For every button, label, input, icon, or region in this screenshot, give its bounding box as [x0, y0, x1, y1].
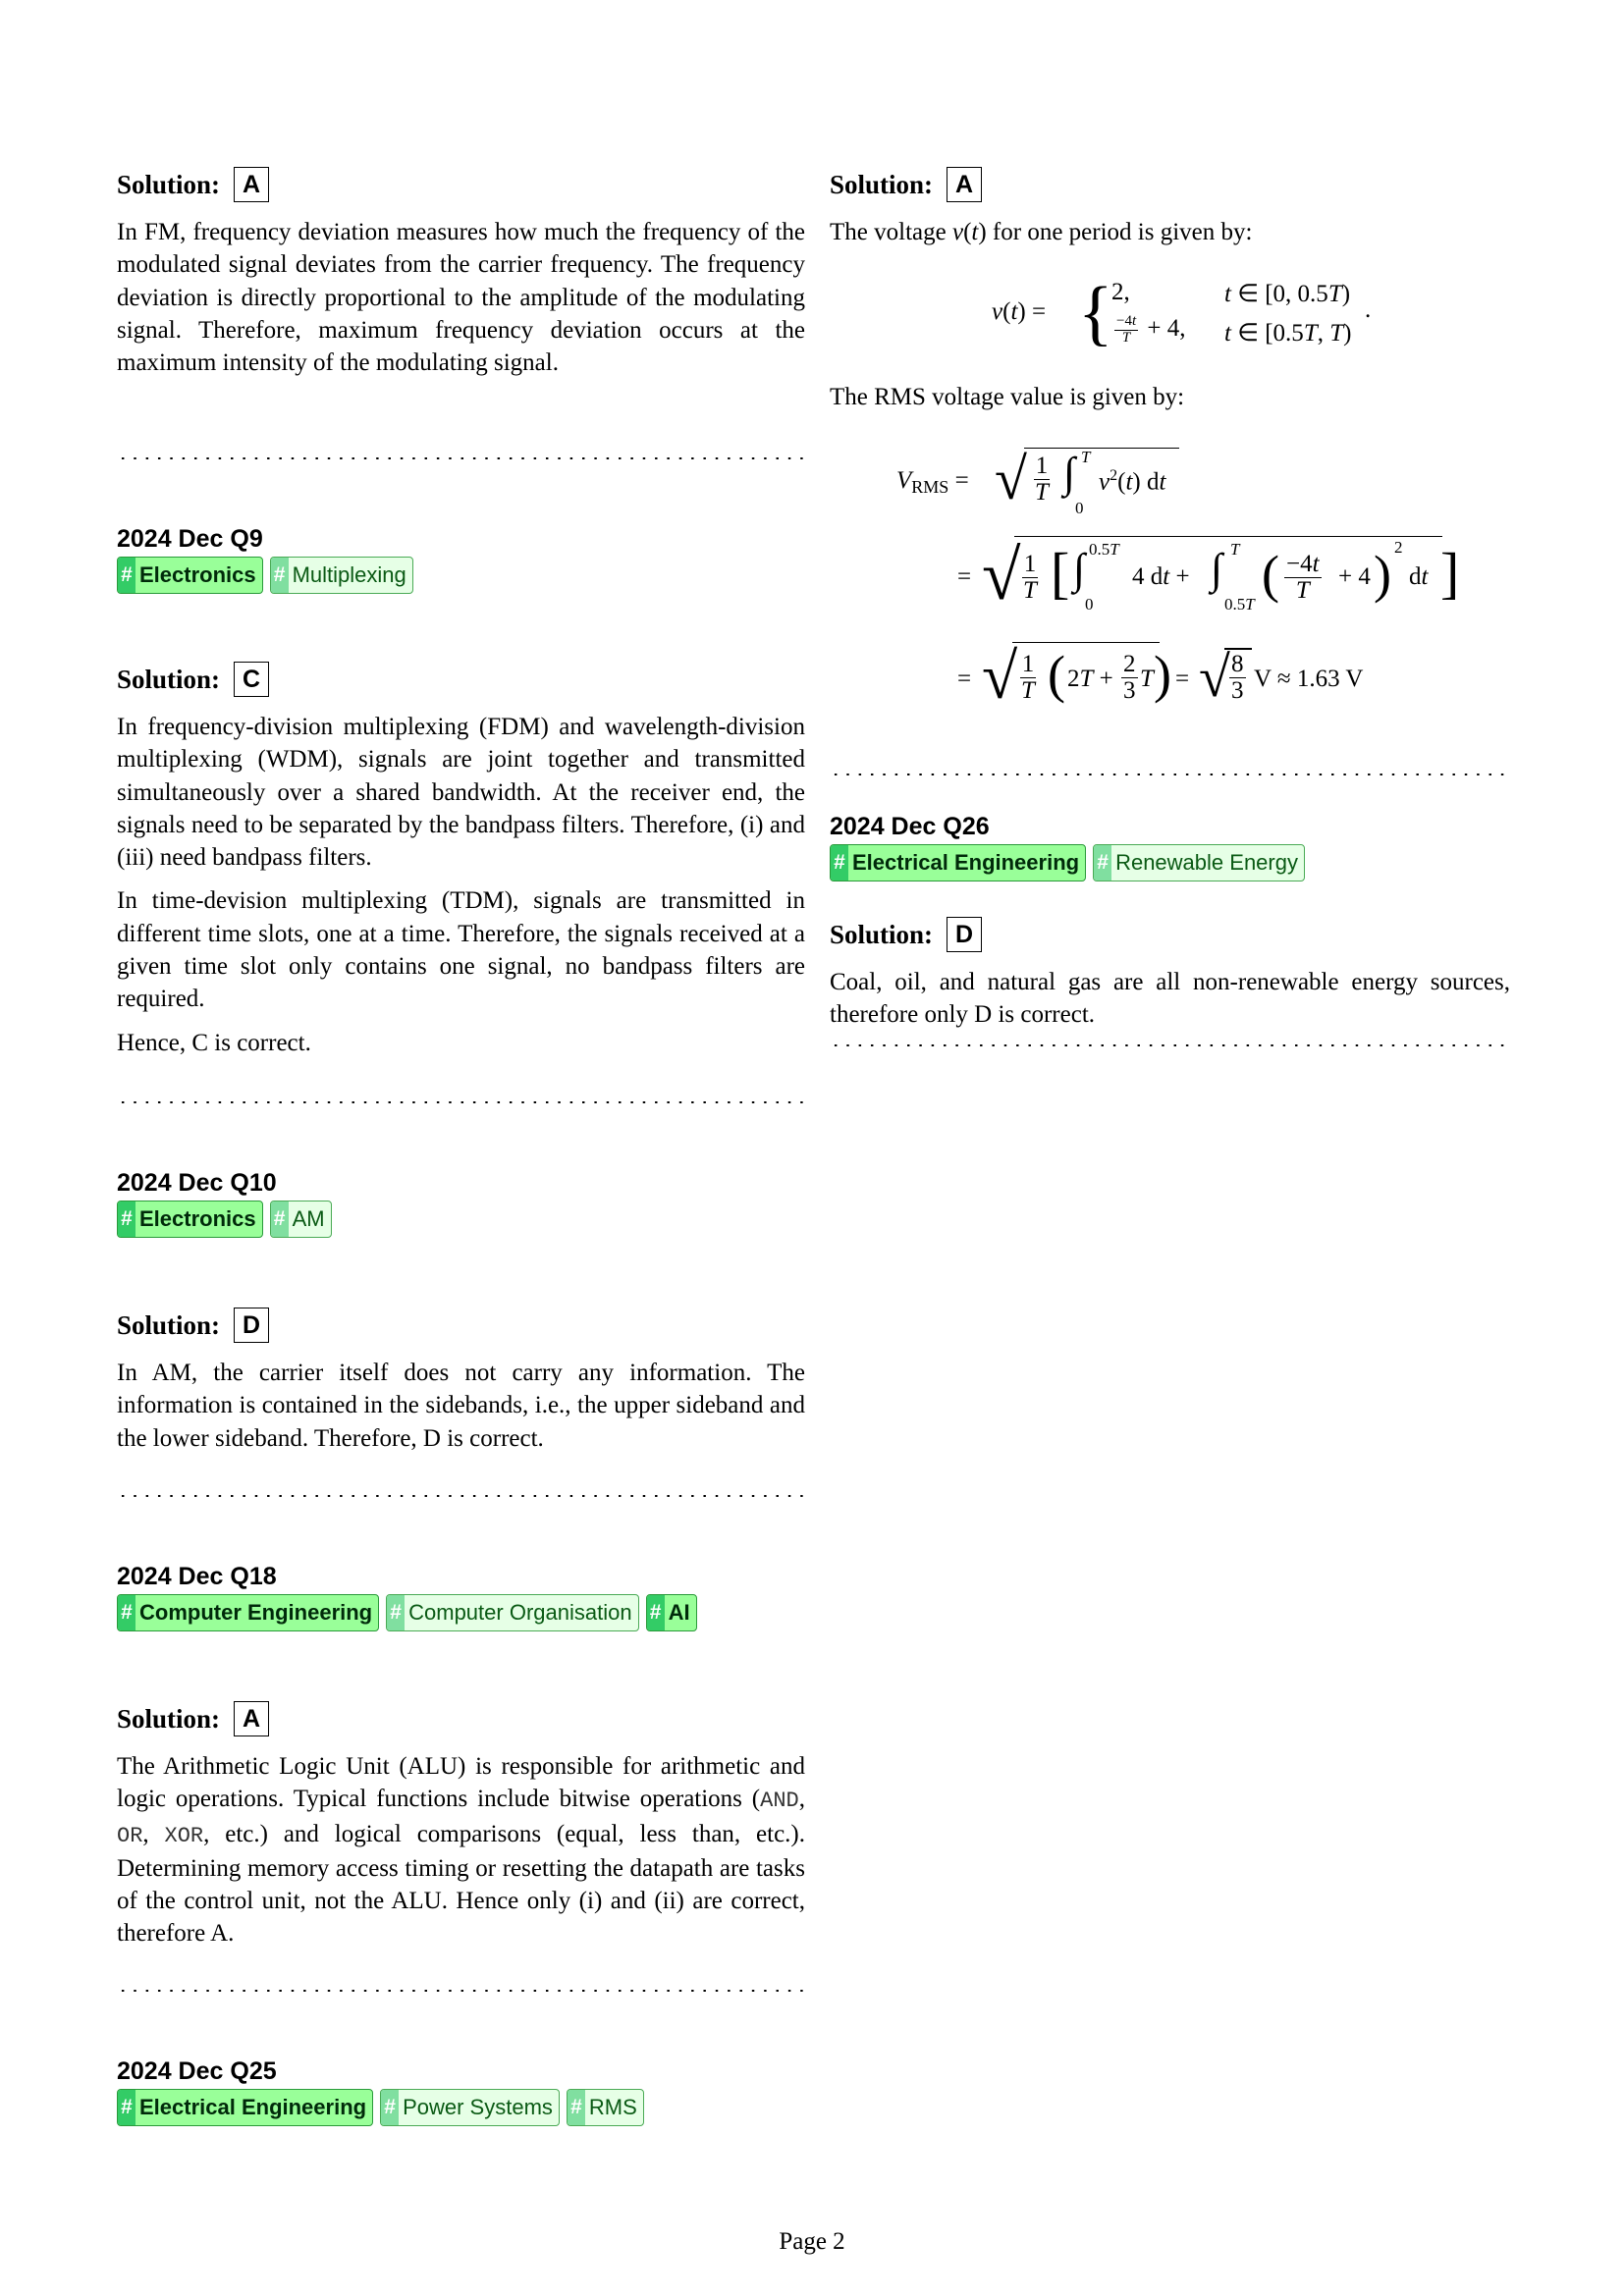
solution-header — [117, 1306, 805, 1345]
vrms-symbol: $V_{RMS}$ = — [896, 467, 969, 497]
page-number: Page 2 — [779, 2228, 845, 2255]
hash-icon: # — [271, 1201, 289, 1237]
left-paren: ( — [1262, 545, 1279, 604]
sqrt-bar — [1024, 448, 1179, 449]
result-approx: ≈ 1.63 V — [1276, 666, 1364, 692]
question-q18 — [117, 1563, 805, 1631]
case-2-value: $\frac{-4t}{T}$ + 4, — [1116, 313, 1186, 346]
section-divider — [117, 1495, 805, 1497]
tag-power-systems[interactable] — [380, 2089, 560, 2126]
tag-electrical-engineering[interactable] — [830, 844, 1086, 881]
solution-block-q8 — [117, 165, 805, 379]
question-title: 2024 Dec Q26 — [830, 813, 990, 840]
hash-icon: # — [118, 1201, 135, 1237]
solution-block-q25 — [830, 165, 1510, 248]
equation-lhs: v(t) = — [992, 298, 1047, 325]
trailing-period: . — [1365, 296, 1372, 323]
solution-block-q18 — [117, 1699, 805, 1950]
tag-multiplexing[interactable] — [270, 557, 413, 594]
left-bracket: [ — [1051, 541, 1070, 605]
solution-label: Solution: — [830, 169, 934, 199]
rms-equation-line-3 — [957, 636, 1507, 724]
solution-paragraph-3: Hence, C is correct. — [117, 1029, 311, 1056]
sqrt-icon: √ — [982, 641, 1018, 713]
sqrt-bar — [1224, 648, 1252, 650]
solution-paragraph-1: In frequency-division multiplexing (FDM) and wavelength-division multiplexing (WDM), signals are joint together and transmitted simultaneously over a shared bandwidth. At the receiver end, the signals need to be separated by the bandpass filters. Therefore, (i) and (iii) need bandpass filters. — [117, 714, 805, 872]
tag-label: Electronics — [139, 562, 256, 587]
tag-label: AM — [292, 1206, 325, 1231]
question-q9 — [117, 525, 805, 594]
solution-text: The Arithmetic Logic Unit (ALU) is responsible for arithmetic and logic operations. Typical functions include bitwise operations (AND, OR, XOR, etc.) and logical comparisons (equal, less than, etc.). Determining memory access timing or resetting the datapath are tasks of the control unit, not the ALU. Hence only (i) and (ii) are correct, therefore A. — [117, 1753, 805, 1948]
left-column — [117, 0, 805, 2296]
hash-icon: # — [118, 2090, 135, 2125]
tag-label: Multiplexing — [292, 562, 406, 587]
tag-label: RMS — [588, 2095, 637, 2119]
hash-icon: # — [381, 2090, 399, 2125]
tag-label: Renewable Energy — [1115, 850, 1298, 875]
tag-label: AI — [668, 1600, 690, 1625]
hash-icon: # — [568, 2090, 585, 2125]
hash-icon: # — [387, 1595, 405, 1630]
tag-electrical-engineering[interactable] — [117, 2089, 373, 2126]
answer-box: A — [234, 167, 269, 202]
question-title: 2024 Dec Q9 — [117, 525, 263, 553]
solution-text: Coal, oil, and natural gas are all non-renewable energy sources, therefore only D is correct. — [830, 969, 1510, 1029]
solution-header — [117, 165, 805, 204]
sqrt-bar — [1012, 642, 1160, 643]
solution-text: In FM, frequency deviation measures how much the frequency of the modulated signal deviates from the carrier frequency. The frequency deviation is directly proportional to the amplitude of the modulating signal. Therefore, maximum frequency deviation occurs at the maximum intensity of the modulating signal. — [117, 219, 805, 377]
solution-header — [830, 165, 1510, 204]
question-title: 2024 Dec Q25 — [117, 2057, 277, 2085]
sqrt-icon: √ — [982, 536, 1021, 614]
hash-icon: # — [118, 558, 135, 593]
tag-list — [830, 844, 1510, 881]
fraction-2-over-3: $\frac{2}{3}$ — [1123, 651, 1136, 705]
solution-label: Solution: — [117, 664, 221, 694]
left-paren: ( — [1048, 645, 1065, 704]
solution-header — [830, 915, 1510, 954]
integral-icon: ∫ — [1063, 449, 1076, 497]
answer-box: A — [234, 1701, 269, 1736]
equals-sign-2: = — [1175, 666, 1190, 692]
integral-1: ∫ — [1073, 545, 1086, 593]
integral-2-upper: T — [1230, 540, 1240, 559]
section-divider — [830, 774, 1510, 775]
integral-2-lower: 0.5T — [1224, 595, 1255, 614]
tag-electronics[interactable] — [117, 557, 263, 594]
tag-rms[interactable] — [567, 2089, 644, 2126]
exponent-2: 2 — [1394, 538, 1403, 557]
right-paren: ) — [1374, 545, 1391, 604]
integral-2: ∫ — [1211, 545, 1223, 593]
fraction-1-over-t: $\frac{1}{T}$ — [1021, 651, 1035, 705]
rms-intro: The RMS voltage value is given by: — [830, 384, 1185, 410]
piecewise-equation — [992, 275, 1414, 363]
question-q26 — [830, 813, 1510, 881]
solution-paragraph-2: In time-devision multiplexing (TDM), signals are transmitted in different time slots, one at a time. Therefore, the signals received at a given time slot only contains one signal, no bandpass filters are required. — [117, 887, 805, 1013]
case-2-domain: t ∈ [0.5T, T) — [1224, 320, 1352, 347]
code-xor: XOR — [164, 1823, 204, 1848]
tag-label: Computer Engineering — [139, 1600, 373, 1625]
tag-am[interactable] — [270, 1201, 332, 1238]
solution-block-q26 — [830, 915, 1510, 1032]
hash-icon: # — [118, 1595, 135, 1630]
solution-label: Solution: — [117, 1309, 221, 1340]
solution-label: Solution: — [117, 1703, 221, 1734]
sqrt-icon: √ — [1199, 645, 1230, 709]
hash-icon: # — [1094, 845, 1111, 881]
answer-box: A — [947, 167, 982, 202]
integral-upper: T — [1081, 448, 1091, 466]
tag-renewable-energy[interactable] — [1093, 844, 1305, 881]
question-q10 — [117, 1169, 805, 1238]
solution-block-q10 — [117, 1306, 805, 1455]
tag-label: Power Systems — [403, 2095, 553, 2119]
question-title: 2024 Dec Q18 — [117, 1563, 277, 1590]
integral-1-upper: 0.5T — [1089, 540, 1119, 559]
plus-four: + 4 — [1338, 563, 1371, 590]
answer-box: D — [947, 917, 982, 952]
sqrt-icon: √ — [995, 447, 1027, 511]
tag-computer-organisation[interactable] — [386, 1594, 638, 1631]
question-title: 2024 Dec Q10 — [117, 1169, 277, 1197]
tag-list — [117, 1594, 805, 1631]
integrand: $v^2(t)$ dt — [1099, 467, 1166, 496]
question-q25 — [117, 2057, 805, 2126]
section-divider — [117, 1101, 805, 1103]
case-1-value: 2, — [1111, 279, 1130, 305]
hash-icon: # — [831, 845, 848, 881]
dt: dt — [1409, 563, 1429, 590]
solution-block-q9 — [117, 660, 805, 1059]
tag-label: Computer Organisation — [408, 1600, 632, 1625]
hash-icon: # — [271, 558, 289, 593]
equals-sign: = — [957, 563, 972, 590]
solution-label: Solution: — [830, 919, 934, 949]
fraction-minus-4t-over-t: $\frac{-4t}{T}$ — [1286, 551, 1320, 605]
answer-box: C — [234, 662, 269, 697]
code-or: OR — [117, 1823, 143, 1848]
solution-intro: The voltage v(t) for one period is given by: — [830, 219, 1253, 245]
tag-label: Electronics — [139, 1206, 256, 1231]
hash-icon: # — [647, 1595, 665, 1630]
right-paren: ) — [1154, 645, 1171, 704]
section-divider — [117, 1990, 805, 1992]
fraction-1-over-t: $\frac{1}{T}$ — [1035, 453, 1049, 507]
t-symbol: T — [1140, 666, 1154, 692]
two-t-plus: 2T + — [1067, 666, 1113, 692]
result-value: V ≈ 1.63 V — [1254, 666, 1364, 692]
integral-1-lower: 0 — [1085, 595, 1094, 614]
left-brace: { — [1078, 273, 1113, 353]
case-1-domain: t ∈ [0, 0.5T) — [1224, 281, 1351, 307]
tag-label: Electrical Engineering — [852, 850, 1080, 875]
solution-text: In AM, the carrier itself does not carry any information. The information is contained in the sidebands, i.e., the upper sideband and the lower sideband. Therefore, D is correct. — [117, 1360, 805, 1452]
section-divider — [830, 1044, 1510, 1046]
fraction-8-over-3: $\frac{8}{3}$ — [1231, 651, 1244, 705]
rms-equation-line-1 — [896, 440, 1191, 518]
rms-equation-line-2 — [957, 530, 1507, 618]
right-bracket: ] — [1440, 541, 1460, 605]
section-divider — [117, 457, 805, 459]
fraction-1-over-t: $\frac{1}{T}$ — [1023, 551, 1037, 605]
code-and: AND — [760, 1789, 799, 1814]
tag-list — [117, 557, 805, 594]
text-run: , etc.) and logical comparisons (equal, less than, etc.). Determining memory access timing or resetting the datapath are tasks of the control unit, not the ALU. Hence only (i) and (ii) are correct, therefore A. — [117, 1820, 805, 1948]
right-column — [830, 0, 1510, 2296]
sqrt-bar — [1014, 536, 1442, 537]
integral-lower: 0 — [1075, 499, 1084, 517]
equals-sign: = — [957, 666, 972, 692]
tag-list — [117, 1201, 805, 1238]
tag-list — [117, 2089, 805, 2126]
solution-label: Solution: — [117, 169, 221, 199]
tag-label: Electrical Engineering — [139, 2095, 367, 2119]
integrand-1: 4 dt + — [1132, 563, 1190, 590]
text-run: The Arithmetic Logic Unit (ALU) is responsible for arithmetic and logic operations. Typical functions include bitwise operations ( — [117, 1753, 805, 1813]
tag-electronics[interactable] — [117, 1201, 263, 1238]
tag-computer-engineering[interactable] — [117, 1594, 379, 1631]
solution-header — [117, 1699, 805, 1738]
tag-ai[interactable] — [646, 1594, 697, 1631]
answer-box: D — [234, 1308, 269, 1343]
solution-header — [117, 660, 805, 699]
